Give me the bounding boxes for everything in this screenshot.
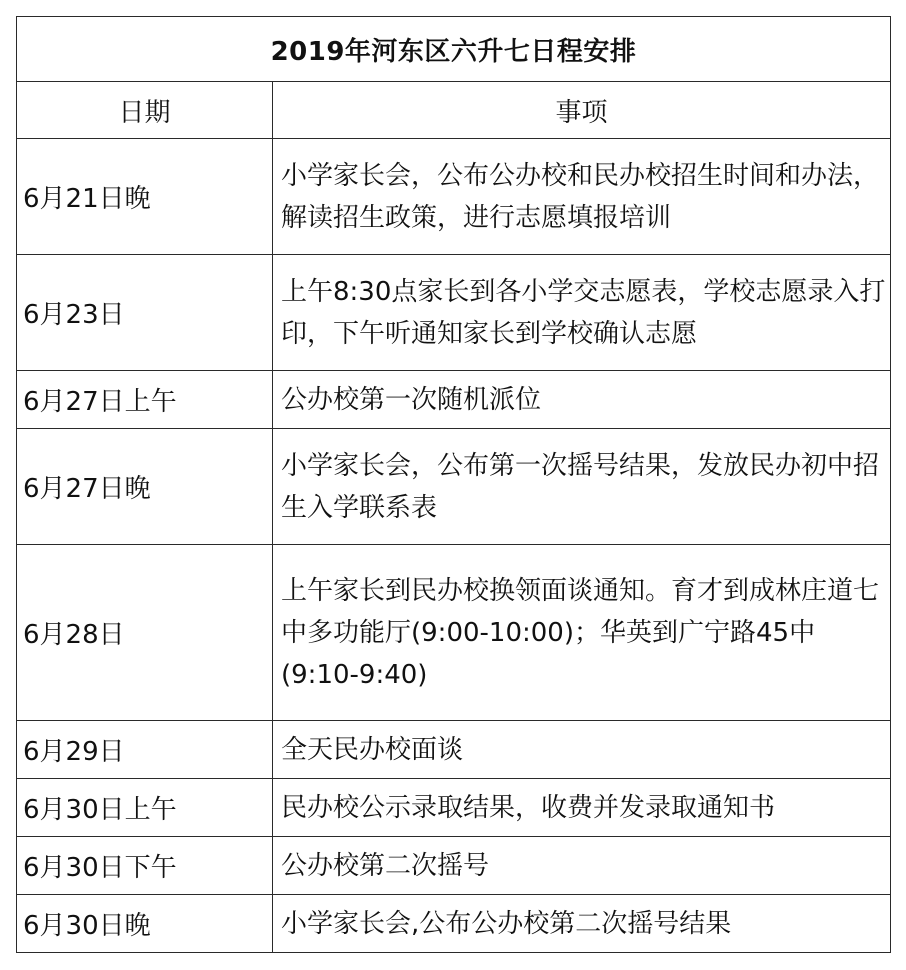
- item-cell: 小学家长会，公布公办校和民办校招生时间和办法，解读招生政策，进行志愿填报培训: [273, 139, 891, 255]
- item-cell: 上午8:30点家长到各小学交志愿表，学校志愿录入打印，下午听通知家长到学校确认志愿: [273, 255, 891, 371]
- table-row: [17, 429, 891, 545]
- table-row: [17, 837, 891, 895]
- item-cell: 上午家长到民办校换领面谈通知。育才到成林庄道七中多功能厅(9:00-10:00)；华英到广宁路45中(9:10-9:40): [273, 545, 891, 721]
- header-date: 日期: [17, 82, 273, 139]
- date-cell: 6月30日下午: [17, 837, 273, 895]
- header-row: [17, 82, 891, 139]
- schedule-table: [16, 16, 891, 953]
- header-item: 事项: [273, 82, 891, 139]
- date-cell: 6月30日晚: [17, 895, 273, 953]
- item-cell: 小学家长会,公布公办校第二次摇号结果: [273, 895, 891, 953]
- date-cell: 6月30日上午: [17, 779, 273, 837]
- date-cell: 6月27日上午: [17, 371, 273, 429]
- table-row: [17, 895, 891, 953]
- title-row: [17, 17, 891, 82]
- table-row: [17, 139, 891, 255]
- date-cell: 6月28日: [17, 545, 273, 721]
- table-row: [17, 545, 891, 721]
- table-row: [17, 779, 891, 837]
- table-title: 2019年河东区六升七日程安排: [17, 17, 891, 82]
- item-cell: 民办校公示录取结果，收费并发录取通知书: [273, 779, 891, 837]
- table-row: [17, 721, 891, 779]
- item-cell: 公办校第二次摇号: [273, 837, 891, 895]
- date-cell: 6月27日晚: [17, 429, 273, 545]
- item-cell: 公办校第一次随机派位: [273, 371, 891, 429]
- date-cell: 6月29日: [17, 721, 273, 779]
- date-cell: 6月21日晚: [17, 139, 273, 255]
- table-row: [17, 255, 891, 371]
- table-row: [17, 371, 891, 429]
- item-cell: 全天民办校面谈: [273, 721, 891, 779]
- item-cell: 小学家长会，公布第一次摇号结果，发放民办初中招生入学联系表: [273, 429, 891, 545]
- date-cell: 6月23日: [17, 255, 273, 371]
